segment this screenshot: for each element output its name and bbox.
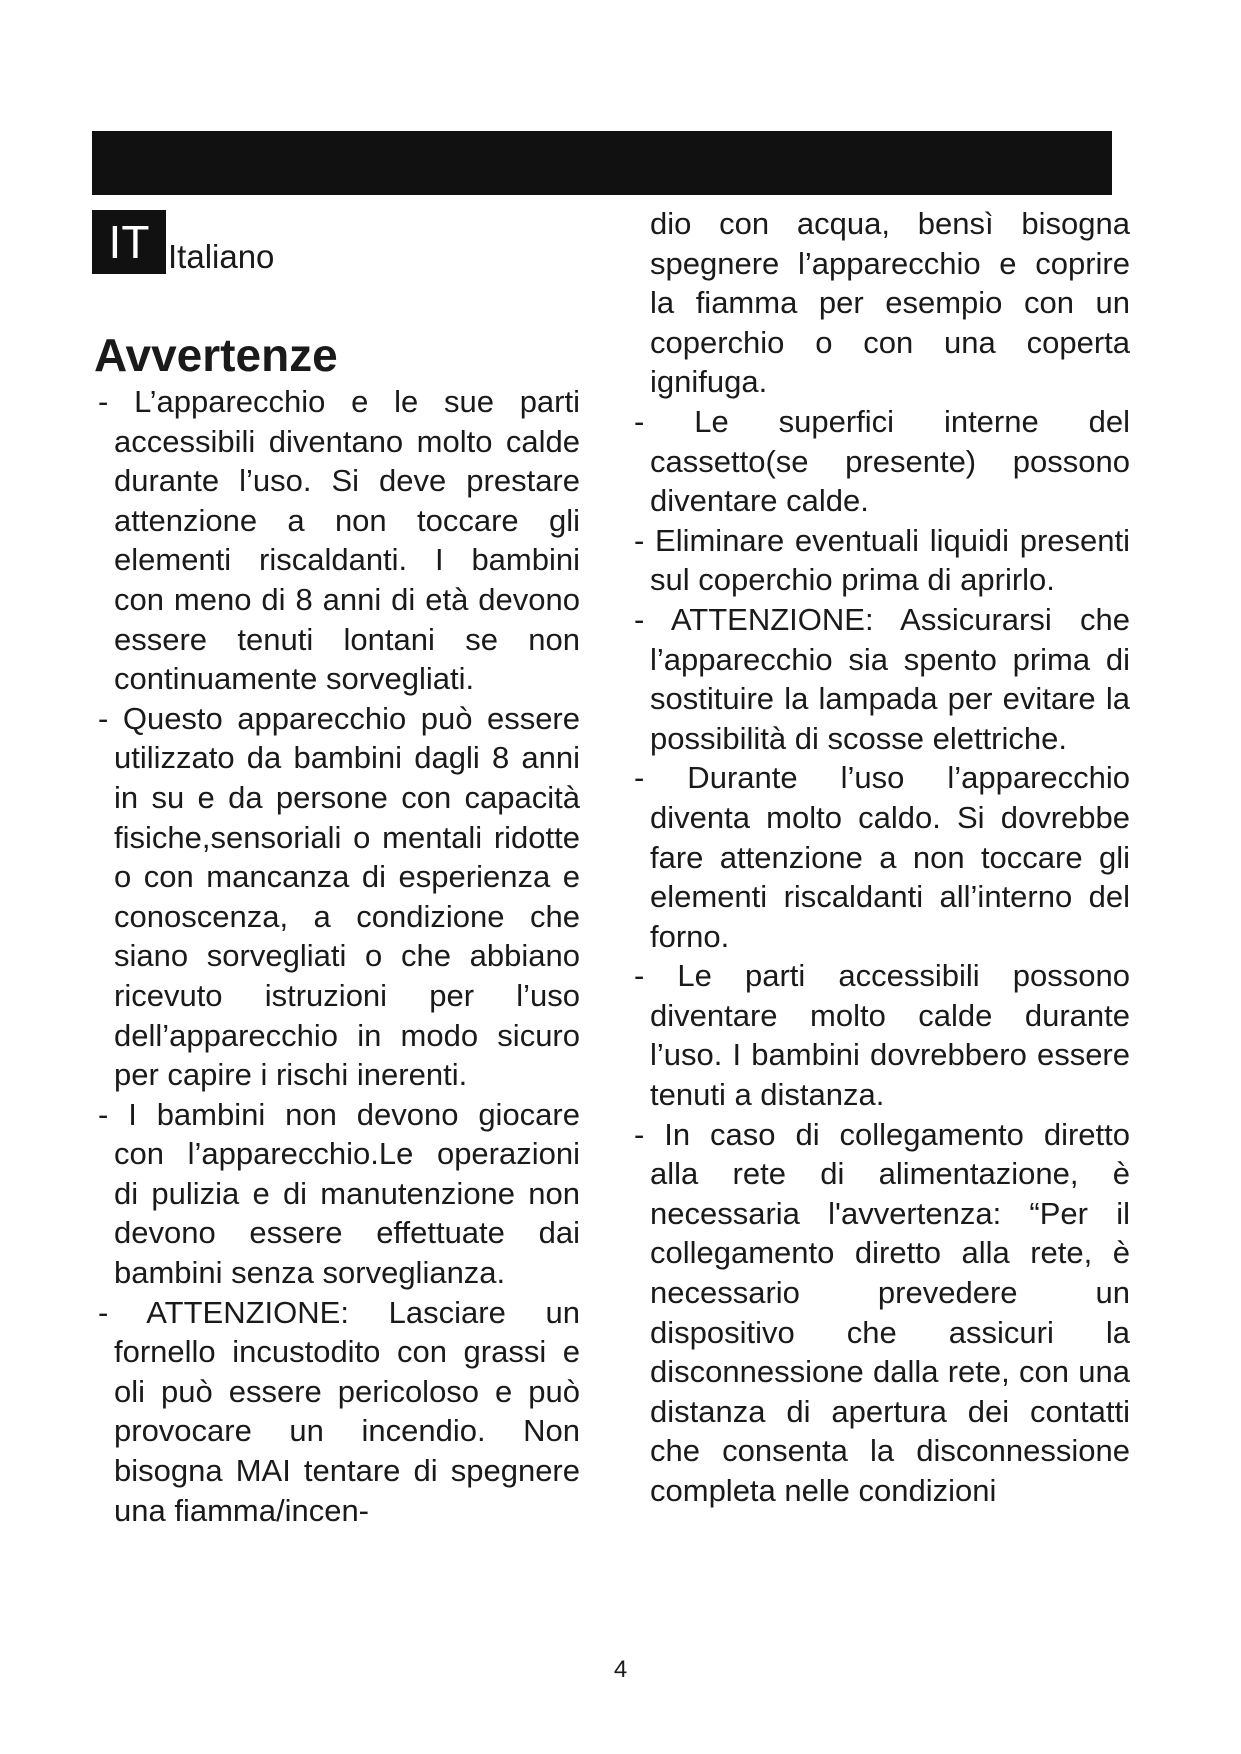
- warning-paragraph: - In caso di collegamento diretto alla rete di alimentazione, è necessaria l'avvertenza: “Per il collegamento diretto alla rete, è necessario prevedere un dispositivo che assicuri la disconnessione dalla rete, con una distanza di apertura dei contatti che consenta la disconnessione completa nelle condizioni: [634, 1116, 1130, 1508]
- language-name: Italiano: [168, 238, 275, 275]
- warning-paragraph: - Durante l’uso l’apparecchio diventa molto caldo. Si dovrebbe fare attenzione a non toccare gli elementi riscaldanti all’interno del forno.: [634, 760, 1130, 954]
- warning-paragraph: - Le parti accessibili possono diventare molto calde durante l’uso. I bambini dovrebbero essere tenuti a distanza.: [634, 958, 1130, 1113]
- warning-paragraph: - Questo apparecchio può essere utilizzato da bambini dagli 8 anni in su e da persone con capacità fisiche,sensoriali o mentali ridotte o con mancanza di esperienza e conoscenza, a condizione che siano sorvegliati o che abbiano ricevuto istruzioni per l’uso dell’apparecchio in modo sicuro per capire i rischi inerenti.: [98, 700, 580, 1093]
- warning-paragraph: - ATTENZIONE: Lasciare un fornello incustodito con grassi e oli può essere pericoloso e può provocare un incendio. Non bisogna MAI tentare di spegnere una fiamma/incen-: [98, 1294, 580, 1528]
- right-column: [634, 204, 1130, 1511]
- left-column: [98, 382, 580, 1530]
- warning-paragraph: - Eliminare eventuali liquidi presenti sul coperchio prima di aprirlo.: [634, 522, 1130, 598]
- language-code-badge: IT: [92, 210, 166, 274]
- warning-paragraph: - ATTENZIONE: Assicurarsi che l’apparecchio sia spento prima di sostituire la lampada per evitare la possibilità di scosse elettriche.: [634, 601, 1130, 756]
- warning-paragraph: - L’apparecchio e le sue parti accessibili diventano molto calde durante l’uso. Si deve prestare attenzione a non toccare gli elementi riscaldanti. I bambini con meno di 8 anni di età devono essere tenuti lontani se non continuamente sorvegliati.: [98, 384, 580, 697]
- warning-paragraph: - Le superfici interne del cassetto(se presente) possono diventare calde.: [634, 403, 1130, 519]
- page-number: 4: [613, 1656, 628, 1683]
- header-bar: [92, 131, 1112, 195]
- warning-paragraph-continuation: dio con acqua, bensì bisogna spegnere l’apparecchio e coprire la fiamma per esempio con un coperchio o con una coperta ignifuga.: [650, 206, 1130, 400]
- section-title: Avvertenze: [94, 329, 338, 381]
- warning-paragraph: - I bambini non devono giocare con l’apparecchio.Le operazioni di pulizia e di manutenzione non devono essere effettuate dai bambini senza sorveglianza.: [98, 1096, 580, 1291]
